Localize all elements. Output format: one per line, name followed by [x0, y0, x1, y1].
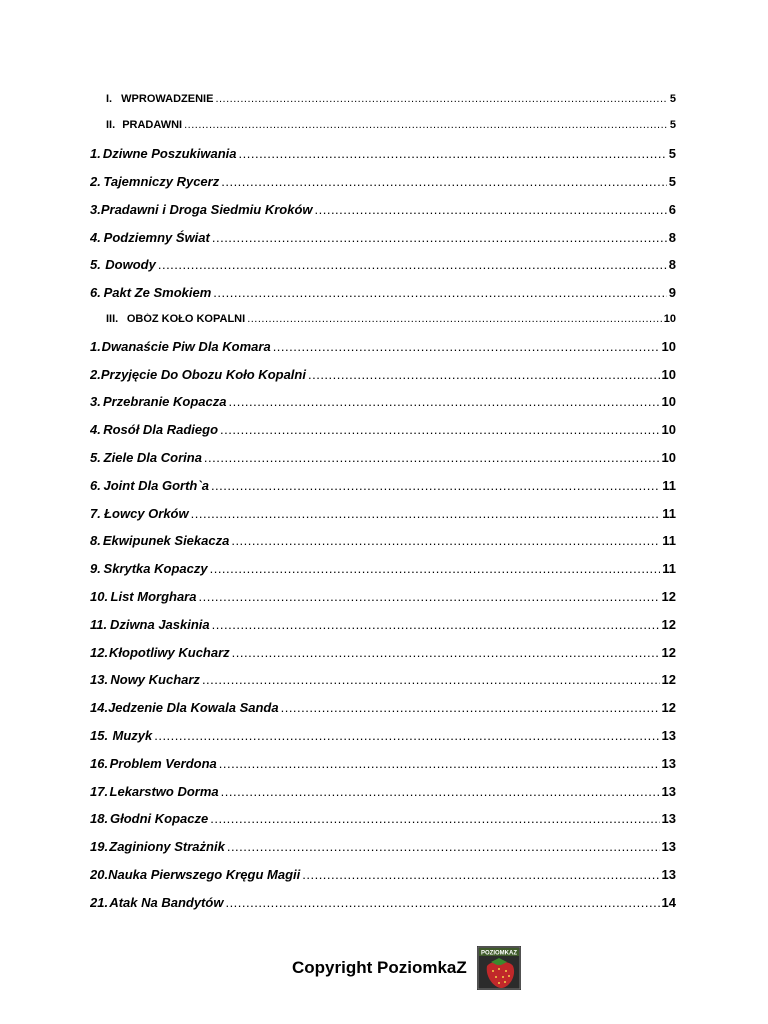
toc-entry-page: 12 — [661, 589, 676, 604]
toc-leader-dots — [202, 672, 660, 687]
toc-leader-dots — [227, 839, 660, 854]
logo-text: POZIOMKAZ — [480, 950, 517, 957]
toc-entry-number: 13. — [90, 672, 109, 687]
toc-entry-page: 8 — [668, 257, 676, 272]
toc-entry[interactable] — [90, 839, 676, 854]
toc-entry-title: Nowy Kucharz — [110, 672, 200, 687]
toc-entry[interactable] — [90, 339, 676, 354]
toc-leader-dots — [225, 895, 659, 910]
toc-entry-title: Tajemniczy Rycerz — [103, 174, 220, 189]
toc-leader-dots — [191, 506, 661, 521]
toc-entry-page: 12 — [661, 645, 676, 660]
toc-entry-number: 2. — [90, 367, 101, 382]
toc-entry[interactable] — [90, 285, 676, 300]
toc-entry-page: 10 — [661, 422, 676, 437]
toc-entry-number: 3. — [90, 394, 101, 409]
toc-entry-number: 1. — [90, 339, 101, 354]
toc-entry-title: Problem Verdona — [109, 756, 217, 771]
toc-entry-title: Dwanaście Piw Dla Komara — [101, 339, 271, 354]
toc-entry[interactable] — [90, 257, 676, 272]
toc-entry[interactable] — [90, 533, 676, 548]
toc-entry-number: 1. — [90, 146, 101, 161]
toc-entry-title: Ziele Dla Corina — [103, 450, 202, 465]
toc-entry[interactable] — [90, 478, 676, 493]
toc-leader-dots — [247, 313, 662, 325]
toc-entry-title: Głodni Kopacze — [110, 811, 209, 826]
toc-entry[interactable] — [90, 230, 676, 245]
toc-leader-dots — [273, 339, 660, 354]
toc-leader-dots — [221, 784, 660, 799]
toc-entry-title: PRADAWNI — [122, 119, 183, 131]
toc-entry[interactable] — [90, 811, 676, 826]
toc-entry-page: 13 — [661, 784, 676, 799]
toc-entry-title: Lekarstwo Dorma — [109, 784, 219, 799]
toc-entry-title: Dowody — [105, 257, 156, 272]
toc-entry-number: 9. — [90, 561, 101, 576]
toc-leader-dots — [154, 728, 659, 743]
toc-entry-page: 5 — [668, 146, 676, 161]
toc-entry-title: Nauka Pierwszego Kręgu Magii — [108, 867, 301, 882]
toc-entry-title: Łowcy Orków — [104, 506, 189, 521]
toc-entry-number: 11. — [90, 617, 108, 632]
toc-entry-page: 5 — [668, 174, 676, 189]
toc-entry-page: 11 — [662, 561, 676, 576]
toc-leader-dots — [198, 589, 659, 604]
toc-leader-dots — [212, 617, 660, 632]
toc-entry[interactable] — [90, 645, 676, 660]
toc-entry-title: Rosół Dla Radiego — [103, 422, 219, 437]
toc-entry-title: List Morghara — [110, 589, 197, 604]
toc-entry-title: WPROWADZENIE — [121, 93, 214, 105]
toc-entry-page: 12 — [661, 700, 676, 715]
toc-leader-dots — [184, 119, 668, 131]
toc-entry-title: Dziwna Jaskinia — [109, 617, 210, 632]
toc-entry-page: 13 — [661, 811, 676, 826]
toc-leader-dots — [315, 202, 667, 217]
toc-leader-dots — [302, 867, 659, 882]
toc-entry-page: 11 — [662, 533, 676, 548]
toc-leader-dots — [204, 450, 660, 465]
toc-entry-page: 9 — [668, 285, 676, 300]
toc-leader-dots — [211, 478, 660, 493]
toc-entry-number: 5. — [90, 257, 101, 272]
toc-entry[interactable] — [90, 174, 676, 189]
toc-entry-number: 6. — [90, 285, 101, 300]
toc-entry-number: 2. — [90, 174, 101, 189]
toc-entry-page: 13 — [661, 756, 676, 771]
toc-entry-title: OBÓZ KOŁO KOPALNI — [126, 313, 246, 325]
toc-entry-page: 12 — [661, 672, 676, 687]
toc-leader-dots — [231, 533, 660, 548]
toc-entry-page: 11 — [662, 506, 676, 521]
toc-entry-number: 20. — [90, 867, 109, 882]
toc-entry[interactable] — [106, 119, 676, 131]
toc-entry-number: 14. — [90, 700, 109, 715]
toc-entry-number: 4. — [90, 230, 101, 245]
toc-entry-page: 10 — [661, 394, 676, 409]
toc-entry-title: Joint Dla Gorth`a — [103, 478, 209, 493]
toc-entry-page: 10 — [661, 339, 676, 354]
toc-entry[interactable] — [90, 700, 676, 715]
page-footer — [292, 946, 521, 990]
toc-entry-number: 5. — [90, 450, 101, 465]
toc-leader-dots — [158, 257, 667, 272]
toc-entry-title: Zaginiony Strażnik — [109, 839, 225, 854]
toc-entry-title: Ekwipunek Siekacza — [102, 533, 230, 548]
toc-entry-number: 6. — [90, 478, 101, 493]
toc-entry[interactable] — [90, 422, 676, 437]
strawberry-logo-icon — [477, 946, 521, 990]
toc-entry-number: 7. — [90, 506, 101, 521]
toc-entry-page: 13 — [661, 867, 676, 882]
toc-leader-dots — [215, 93, 667, 105]
toc-entry-title: Pradawni i Droga Siedmiu Kroków — [100, 202, 313, 217]
toc-entry[interactable] — [90, 617, 676, 632]
toc-entry-title: Dziwne Poszukiwania — [102, 146, 237, 161]
toc-entry-page: 13 — [661, 728, 676, 743]
toc-entry[interactable] — [90, 506, 676, 521]
toc-leader-dots — [212, 230, 667, 245]
toc-entry-title: Podziemny Świat — [103, 230, 210, 245]
toc-entry-title: Kłopotliwy Kucharz — [109, 645, 230, 660]
toc-leader-dots — [210, 811, 659, 826]
toc-leader-dots — [219, 756, 660, 771]
toc-entry-number: 12. — [90, 645, 109, 660]
copyright-text: Copyright PoziomkaZ — [292, 958, 467, 977]
toc-entry-title: Jedzenie Dla Kowala Sanda — [108, 700, 279, 715]
toc-entry-number: II. — [106, 119, 116, 131]
toc-entry[interactable] — [90, 450, 676, 465]
toc-entry-page: 14 — [661, 895, 676, 910]
toc-entry-page: 5 — [669, 93, 676, 105]
toc-entry-number: 18. — [90, 811, 109, 826]
toc-entry-title: Skrytka Kopaczy — [103, 561, 208, 576]
toc-leader-dots — [210, 561, 661, 576]
toc-entry-page: 12 — [661, 617, 676, 632]
toc-leader-dots — [239, 146, 667, 161]
toc-entry[interactable] — [90, 561, 676, 576]
toc-entry-page: 11 — [662, 478, 676, 493]
toc-entry-title: Atak Na Bandytów — [109, 895, 224, 910]
toc-entry-number: 8. — [90, 533, 101, 548]
toc-leader-dots — [232, 645, 660, 660]
toc-leader-dots — [221, 174, 667, 189]
toc-leader-dots — [228, 394, 659, 409]
toc-leader-dots — [213, 285, 667, 300]
toc-entry[interactable] — [106, 93, 676, 105]
toc-entry[interactable] — [90, 756, 676, 771]
toc-entry-title: Pakt Ze Smokiem — [103, 285, 212, 300]
toc-entry[interactable] — [90, 867, 676, 882]
toc-entry-title: Przyjęcie Do Obozu Koło Kopalni — [100, 367, 306, 382]
toc-entry-number: 4. — [90, 422, 101, 437]
toc-leader-dots — [281, 700, 660, 715]
toc-entry[interactable] — [90, 394, 676, 409]
toc-entry[interactable] — [90, 895, 676, 910]
toc-entry-page: 5 — [669, 119, 676, 131]
toc-entry[interactable] — [106, 313, 676, 325]
toc-entry-page: 6 — [668, 202, 676, 217]
toc-entry[interactable] — [90, 589, 676, 604]
toc-entry[interactable] — [90, 146, 676, 161]
toc-entry-number: III. — [106, 313, 119, 325]
toc-entry-number: 3. — [90, 202, 101, 217]
toc-leader-dots — [220, 422, 659, 437]
toc-entry-title: Przebranie Kopacza — [102, 394, 227, 409]
toc-entry-number: 21. — [90, 895, 109, 910]
toc-entry-page: 10 — [661, 450, 676, 465]
toc-entry[interactable] — [90, 202, 676, 217]
toc-entry-page: 13 — [661, 839, 676, 854]
toc-entry[interactable] — [90, 672, 676, 687]
toc-entry[interactable] — [90, 728, 676, 743]
toc-entry-page: 10 — [661, 367, 676, 382]
toc-entry-page: 8 — [668, 230, 676, 245]
toc-leader-dots — [308, 367, 660, 382]
toc-entry-number: 19. — [90, 839, 109, 854]
toc-entry-number: 16. — [90, 756, 109, 771]
toc-entry-page: 10 — [663, 313, 676, 325]
toc-entry-number: I. — [106, 93, 113, 105]
toc-entry-number: 17. — [90, 784, 109, 799]
toc-entry[interactable] — [90, 367, 676, 382]
toc-entry-number: 15. — [90, 728, 109, 743]
toc-entry-title: Muzyk — [112, 728, 153, 743]
toc-entry[interactable] — [90, 784, 676, 799]
toc-entry-number: 10. — [90, 589, 109, 604]
